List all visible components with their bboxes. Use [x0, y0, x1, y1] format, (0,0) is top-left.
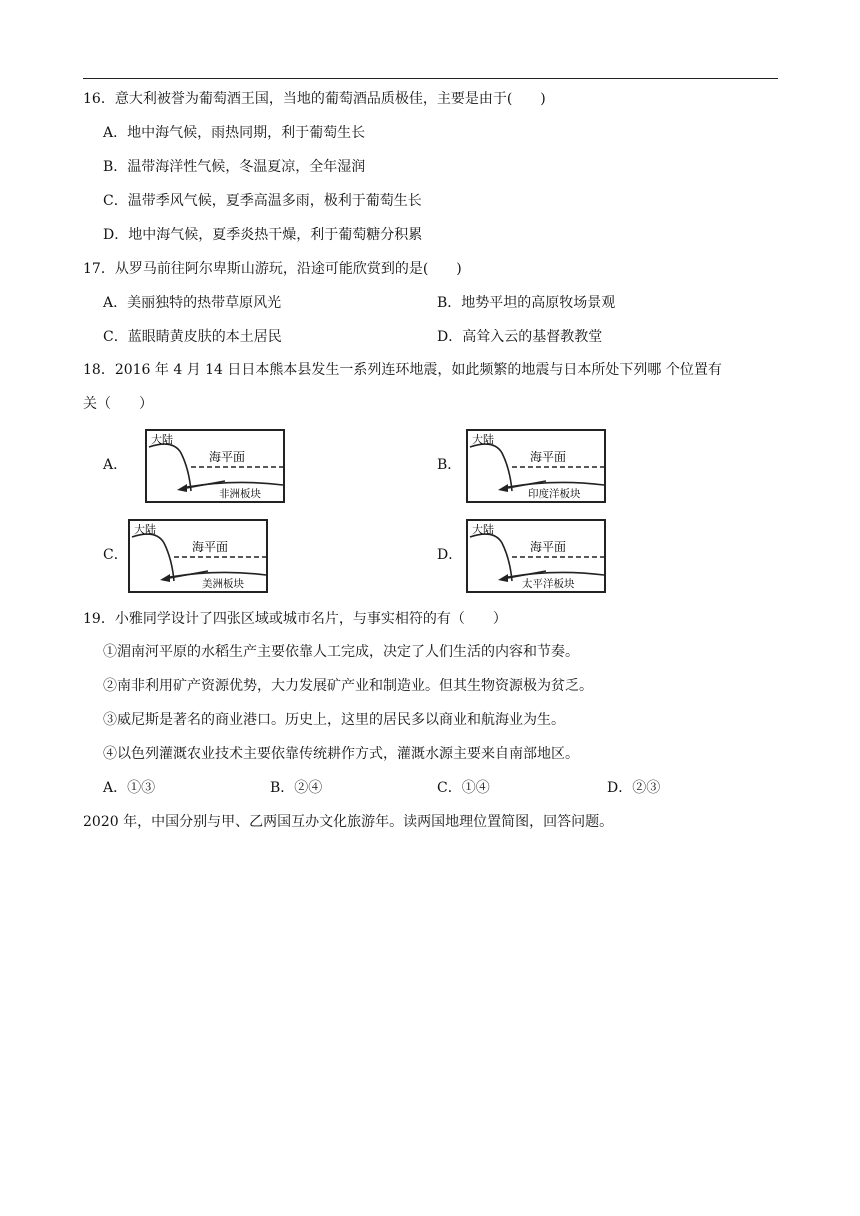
q17-option-c: C．蓝眼睛黄皮肤的本土居民	[103, 329, 282, 345]
sea-level-label: 海平面	[192, 540, 229, 554]
q18-option-a-letter: A．	[103, 457, 128, 473]
section-intro: 2020 年，中国分别与甲、乙两国互办文化旅游年。读两国地理位置简图，回答问题。	[83, 814, 614, 830]
q19-statement-2: ②南非利用矿产资源优势，大力发展矿产业和制造业。但其生物资源极为贫乏。	[103, 678, 593, 694]
q19-option-b: B．②④	[270, 780, 323, 796]
q17-option-a: A．美丽独特的热带草原风光	[103, 295, 282, 311]
plate-diagram-d	[466, 519, 606, 593]
plate-diagram-b	[466, 429, 606, 503]
q18-option-d-letter: D．	[437, 547, 463, 563]
land-label: 大陆	[472, 433, 494, 446]
plate-label: 太平洋板块	[522, 578, 575, 590]
q19-option-c: C．①④	[437, 780, 490, 796]
q16-option-d: D．地中海气候，夏季炎热干燥，利于葡萄糖分积累	[103, 227, 423, 243]
q19-option-a: A．①③	[103, 780, 156, 796]
land-label: 大陆	[151, 433, 173, 446]
plate-label: 美洲板块	[202, 578, 244, 590]
q18-stem-line2: 关（ ）	[83, 396, 153, 412]
q19-stem: 19．小雅同学设计了四张区域或城市名片，与事实相符的有（ ）	[83, 611, 507, 627]
q17-option-b: B．地势平坦的高原牧场景观	[437, 295, 616, 311]
q19-statement-3: ③威尼斯是著名的商业港口。历史上，这里的居民多以商业和航海业为生。	[103, 712, 565, 728]
q19-statement-4: ④以色列灌溉农业技术主要依靠传统耕作方式，灌溉水源主要来自南部地区。	[103, 746, 579, 762]
q17-stem: 17．从罗马前往阿尔卑斯山游玩，沿途可能欣赏到的是( )	[83, 261, 462, 277]
q19-statement-1: ①湄南河平原的水稻生产主要依靠人工完成，决定了人们生活的内容和节奏。	[103, 644, 579, 660]
q16-stem: 16．意大利被誉为葡萄酒王国，当地的葡萄酒品质极佳，主要是由于( )	[83, 91, 546, 107]
q17-option-d: D．高耸入云的基督教教堂	[437, 329, 603, 345]
land-label: 大陆	[472, 523, 494, 536]
plate-diagram-a	[145, 429, 285, 503]
plate-label: 印度洋板块	[528, 488, 581, 500]
sea-level-label: 海平面	[209, 450, 246, 464]
q19-option-d: D．②③	[607, 780, 661, 796]
plate-diagram-c	[128, 519, 268, 593]
land-label: 大陆	[134, 523, 156, 536]
sea-level-label: 海平面	[530, 450, 567, 464]
q18-option-b-letter: B．	[437, 457, 462, 473]
q16-option-c: C．温带季风气候，夏季高温多雨，极利于葡萄生长	[103, 193, 422, 209]
q16-option-b: B．温带海洋性气候，冬温夏凉，全年湿润	[103, 159, 366, 175]
q18-stem-line1: 18．2016 年 4 月 14 日日本熊本县发生一系列连环地震，如此频繁的地震与日本所处下列哪 个位置有	[83, 362, 722, 378]
q18-option-c-letter: C．	[103, 547, 128, 563]
q16-option-a: A．地中海气候，雨热同期，利于葡萄生长	[103, 125, 366, 141]
sea-level-label: 海平面	[530, 540, 567, 554]
plate-label: 非洲板块	[219, 488, 261, 500]
header-rule	[83, 78, 778, 79]
